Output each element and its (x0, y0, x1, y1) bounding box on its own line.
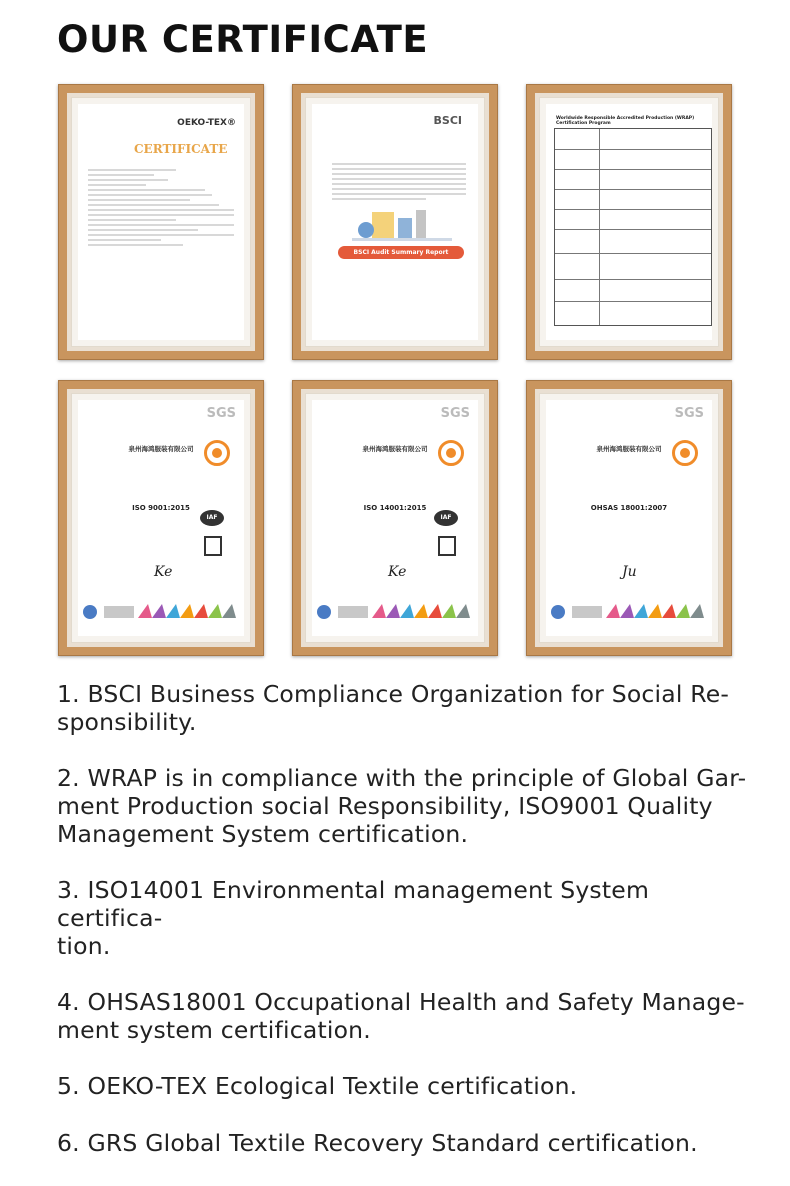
sgs-mark-icon (672, 440, 698, 466)
certificate-frame-oeko-tex[interactable] (58, 84, 264, 360)
bsci-report-banner: BSCI Audit Summary Report (338, 246, 464, 259)
company-name: 泉州海鸿服装有限公司 (596, 445, 662, 453)
signature: Ju (622, 564, 637, 580)
sgs-logo: SGS (674, 406, 704, 421)
standard-name: OHSAS 18001:2007 (590, 504, 668, 512)
oeko-tex-certificate (78, 104, 244, 340)
company-name: 泉州海鸿服装有限公司 (128, 445, 194, 453)
list-item-line: ment Production social Responsibility, ISO9001 Quality (57, 792, 713, 820)
list-item (57, 680, 747, 736)
signature: Ke (388, 564, 407, 580)
oeko-tex-logo: OEKO-TEX® (177, 118, 236, 128)
sgs-decorative-stripe (550, 602, 712, 622)
sgs-certificate (78, 400, 244, 636)
standard-name: ISO 14001:2015 (363, 504, 427, 512)
sgs-mark-icon (204, 440, 230, 466)
wrap-certificate (546, 104, 712, 340)
certificate-frame-sgs-iso9001[interactable] (58, 380, 264, 656)
bsci-report (312, 104, 478, 340)
wrap-title: Worldwide Responsible Accredited Production (WRAP) Certification Program (556, 116, 695, 126)
sgs-logo: SGS (440, 406, 470, 421)
certificate-frame-sgs-ohsas18001[interactable] (526, 380, 732, 656)
list-item-line: 1. BSCI Business Compliance Organization for Social Re- (57, 680, 730, 708)
certificate-frame-wrap[interactable] (526, 84, 732, 360)
wrap-audit-table (554, 128, 712, 326)
certificate-frame-bsci[interactable] (292, 84, 498, 360)
list-item-line: 5. OEKO-TEX Ecological Textile certification. (57, 1072, 578, 1100)
list-item-line: Management System certification. (57, 820, 469, 848)
list-item-line: sponsibility. (57, 708, 197, 736)
report-illustration (352, 206, 452, 246)
company-name: 泉州海鸿服装有限公司 (362, 445, 428, 453)
sgs-decorative-stripe (82, 602, 244, 622)
list-item-line: 6. GRS Global Textile Recovery Standard certification. (57, 1129, 698, 1157)
ukas-logo-icon (438, 536, 456, 556)
list-item (57, 876, 747, 960)
list-item (57, 1129, 747, 1157)
iaf-logo-icon: IAF (434, 510, 458, 526)
sgs-decorative-stripe (316, 602, 478, 622)
certificate-heading: CERTIFICATE (134, 142, 228, 156)
sgs-certificate (312, 400, 478, 636)
list-item (57, 764, 747, 848)
list-item (57, 1072, 747, 1100)
list-item-line: tion. (57, 932, 111, 960)
page-title: OUR CERTIFICATE (57, 18, 429, 61)
bsci-logo: BSCI (433, 114, 462, 127)
list-item-line: 4. OHSAS18001 Occupational Health and Safety Manage- (57, 988, 745, 1016)
sgs-certificate (546, 400, 712, 636)
ukas-logo-icon (204, 536, 222, 556)
standard-name: ISO 9001:2015 (132, 504, 190, 512)
list-item-line: 2. WRAP is in compliance with the principle of Global Gar- (57, 764, 747, 792)
list-item-line: ment system certification. (57, 1016, 371, 1044)
certificate-description-list (57, 680, 747, 1186)
list-item-line: 3. ISO14001 Environmental management System certifica- (57, 876, 650, 932)
iaf-logo-icon: IAF (200, 510, 224, 526)
list-item (57, 988, 747, 1044)
sgs-mark-icon (438, 440, 464, 466)
certificate-frame-sgs-iso14001[interactable] (292, 380, 498, 656)
sgs-logo: SGS (206, 406, 236, 421)
signature: Ke (154, 564, 173, 580)
